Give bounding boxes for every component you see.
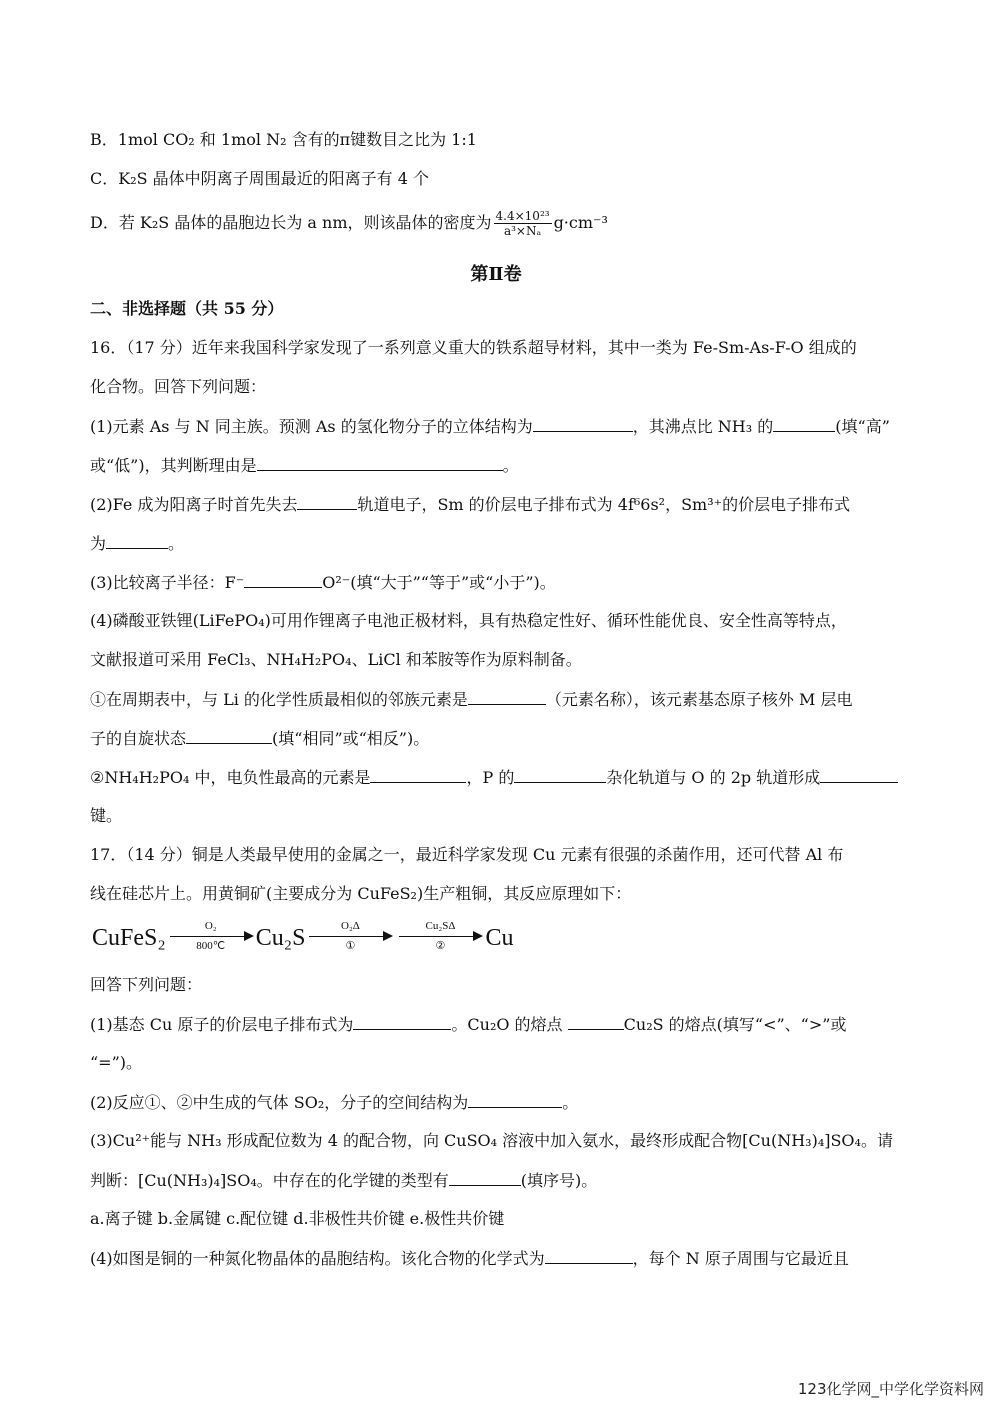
species-cu2s: Cu₂S (255, 924, 306, 951)
answer-blank[interactable] (353, 1014, 451, 1030)
part-heading: 二、非选择题（共 55 分） (90, 299, 284, 318)
answer-blank[interactable] (106, 533, 168, 549)
q17-line-3: 回答下列问题： (90, 975, 203, 994)
answer-blank[interactable] (244, 572, 322, 588)
reaction-arrow-3 (397, 920, 483, 956)
q17-2-text-a: (2)反应①、②中生成的气体 SO₂，分子的空间结构为 (90, 1093, 469, 1112)
fraction-denominator: a³×Nₐ (503, 224, 542, 238)
q17-2-text-b: 。 (562, 1093, 579, 1112)
q17-options: a.离子键 b.金属键 c.配位键 d.非极性共价键 e.极性共价键 (90, 1209, 505, 1228)
q17-4-text-b: ，每个 N 原子周围与它最近且 (632, 1249, 849, 1268)
answer-blank[interactable] (257, 455, 503, 471)
q17-line-5: “=”)。 (90, 1053, 143, 1072)
q17-line-10 (90, 1248, 849, 1269)
q17-line-6 (90, 1092, 578, 1113)
species-cufes2: CuFeS₂ (92, 924, 166, 951)
q16-line-6 (90, 533, 184, 554)
q16-2-text-b: 轨道电子，Sm 的价层电子排布式为 4f⁶6s²，Sm³⁺的价层电子排布式 (357, 495, 851, 514)
q16-line-2: 化合物。回答下列问题： (90, 377, 267, 396)
q17-line-7: (3)Cu²⁺能与 NH₃ 形成配位数为 4 的配合物，向 CuSO₄ 溶液中加入氨水，最终形成配合物[Cu(NH₃)₄]SO₄。请 (90, 1131, 893, 1150)
q16-line-7 (90, 572, 556, 593)
answer-blank[interactable] (297, 494, 357, 510)
q16-1-text-c: (填“高” (835, 417, 890, 436)
arrow-1-temperature: 800℃ (196, 940, 226, 952)
footer-watermark: 123化学网_中学化学资料网 (797, 1380, 984, 1398)
q16-line-5 (90, 494, 850, 515)
arrow-3-condition: Cu₂SΔ (425, 920, 456, 932)
answer-blank[interactable] (773, 416, 835, 432)
arrow-3-step: ② (435, 940, 446, 952)
q16-3-text-b: O²⁻(填“大于”“等于”或“小于”)。 (322, 573, 556, 592)
q17-line-2: 线在硅芯片上。用黄铜矿(主要成分为 CuFeS₂)生产粗铜，其反应原理如下： (90, 884, 632, 903)
q16-1-text-d: 或“低”)，其判断理由是 (90, 456, 257, 475)
q16-4-text-g: 杂化轨道与 O 的 2p 轨道形成 (606, 768, 821, 787)
q16-4-text-a: ①在周期表中，与 Li 的化学性质最相似的邻族元素是 (90, 690, 468, 709)
q17-1-text-b: 。Cu₂O 的熔点 (451, 1015, 563, 1034)
q16-4-text-c: 子的自旋状态 (90, 729, 187, 748)
q17-3-text-b: (填序号)。 (520, 1171, 598, 1190)
q16-3-text-a: (3)比较离子半径：F⁻ (90, 573, 245, 592)
q16-2-text-c: 为 (90, 534, 107, 553)
answer-blank[interactable] (449, 1170, 521, 1186)
q16-2-text-d: 。 (168, 534, 185, 553)
q17-1-text-a: (1)基态 Cu 原子的价层电子排布式为 (90, 1015, 354, 1034)
answer-blank[interactable] (545, 1248, 633, 1264)
answer-blank[interactable] (820, 767, 898, 783)
answer-blank[interactable] (370, 767, 466, 783)
species-cu: Cu (485, 924, 514, 951)
answer-blank[interactable] (533, 416, 633, 432)
q16-1-text-a: (1)元素 As 与 N 同主族。预测 As 的氢化物分子的立体结构为 (90, 417, 533, 436)
density-fraction (494, 209, 552, 238)
section-title: 第Ⅱ卷 (470, 264, 522, 285)
arrow-1-condition: O₂ (204, 920, 217, 932)
option-b: B．1mol CO₂ 和 1mol N₂ 含有的π键数目之比为 1:1 (90, 130, 477, 149)
q17-1-text-c: Cu₂S 的熔点(填写“<”、“>”或 (623, 1015, 847, 1034)
q16-line-8: (4)磷酸亚铁锂(LiFePO₄)可用作锂离子电池正极材料，具有热稳定性好、循环性能优良、安全性高等特点， (90, 611, 847, 630)
q17-line-1: 17．（14 分）铜是人类最早使用的金属之一，最近科学家发现 Cu 元素有很强的杀菌作用，还可代替 Al 布 (90, 845, 844, 864)
q16-line-3 (90, 416, 890, 437)
q17-4-text-a: (4)如图是铜的一种氮化物晶体的晶胞结构。该化合物的化学式为 (90, 1249, 545, 1268)
q16-4-text-f: ，P 的 (466, 768, 515, 787)
answer-blank[interactable] (186, 728, 272, 744)
arrow-2-condition: O₂Δ (341, 920, 360, 932)
answer-blank[interactable] (468, 1092, 562, 1108)
q17-line-8 (90, 1170, 597, 1191)
q16-4-text-d: (填“相同”或“相反”)。 (272, 729, 430, 748)
q16-4-text-b: （元素名称），该元素基态原子核外 M 层电 (545, 690, 853, 709)
q16-line-13: 键。 (90, 806, 123, 825)
q16-1-text-e: 。 (502, 456, 519, 475)
q16-line-9: 文献报道可采用 FeCl₃、NH₄H₂PO₄、LiCl 和苯胺等作为原料制备。 (90, 650, 582, 669)
option-d (90, 206, 608, 240)
fraction-numerator: 4.4×10²³ (495, 209, 550, 223)
q16-line-11 (90, 728, 429, 749)
reaction-arrow-2 (307, 920, 393, 956)
q17-3-text-a: 判断：[Cu(NH₃)₄]SO₄。中存在的化学键的类型有 (90, 1171, 449, 1190)
q16-line-4 (90, 455, 519, 476)
answer-blank[interactable] (568, 1014, 624, 1030)
reaction-equation (92, 920, 513, 956)
q16-line-10 (90, 689, 852, 710)
q17-line-4 (90, 1014, 846, 1035)
answer-blank[interactable] (468, 689, 546, 705)
q16-2-text-a: (2)Fe 成为阳离子时首先失去 (90, 495, 298, 514)
q16-line-12 (90, 767, 898, 788)
option-c: C．K₂S 晶体中阴离子周围最近的阳离子有 4 个 (90, 169, 430, 188)
reaction-arrow-1 (168, 920, 254, 956)
answer-blank[interactable] (514, 767, 606, 783)
q16-4-text-e: ②NH₄H₂PO₄ 中，电负性最高的元素是 (90, 768, 371, 787)
arrow-2-step: ① (345, 940, 356, 952)
density-unit: g·cm⁻³ (553, 213, 608, 232)
q16-1-text-b: ，其沸点比 NH₃ 的 (632, 417, 774, 436)
q16-line-1: 16．（17 分）近年来我国科学家发现了一系列意义重大的铁系超导材料，其中一类为 Fe-Sm-As-F-O 组成的 (90, 338, 857, 357)
option-d-text: D．若 K₂S 晶体的晶胞边长为 a nm，则该晶体的密度为 (90, 213, 492, 232)
